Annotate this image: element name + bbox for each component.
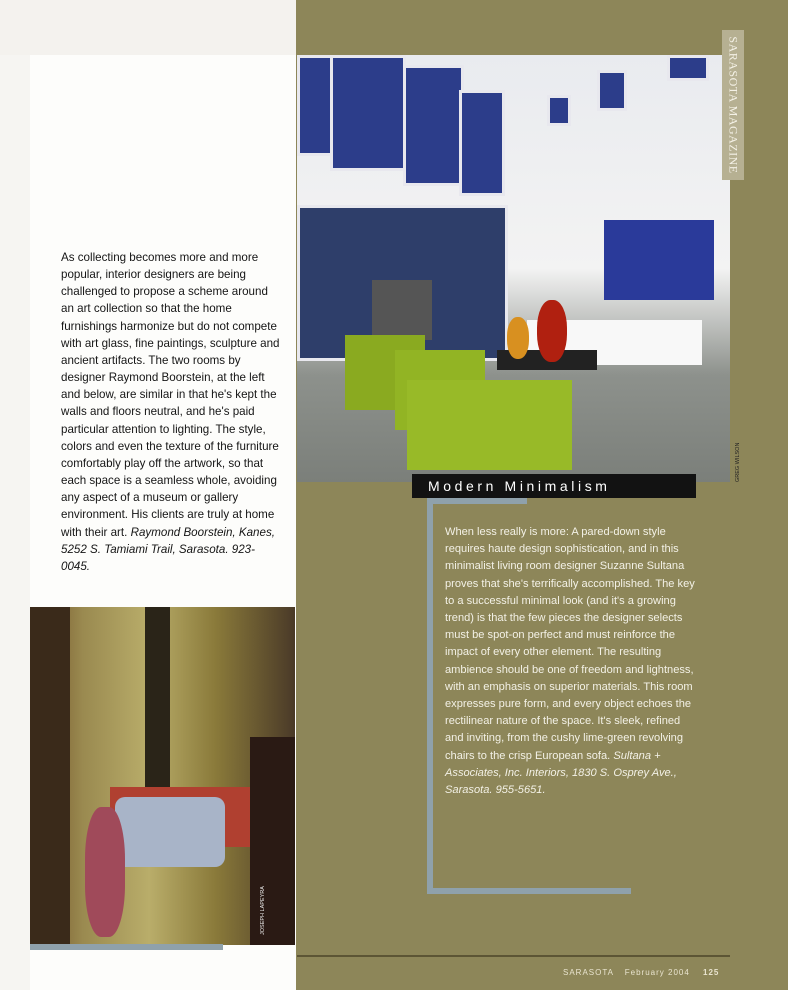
masthead-tab: SARASOTA MAGAZINE	[722, 30, 744, 180]
clerestory-window	[547, 95, 571, 126]
column	[145, 607, 170, 807]
red-vase	[537, 300, 567, 362]
doorway	[30, 607, 70, 945]
window-pane	[459, 90, 505, 196]
page-gutter	[0, 55, 30, 990]
armchair	[115, 797, 225, 867]
section-title-bar	[412, 474, 696, 498]
page-footer	[563, 968, 719, 977]
left-article-contact: Raymond Boorstein, Kanes, 5252 S. Tamiami Trail, Sarasota. 923-0045.	[61, 525, 275, 573]
frame-rule	[427, 498, 527, 504]
clerestory-window	[597, 70, 627, 111]
photo-credit: GREG WILSON	[735, 442, 741, 482]
photo-credit: JOSEPH LAPEYRA	[260, 886, 266, 935]
art-room-photo	[30, 607, 295, 945]
left-article-text	[61, 249, 281, 575]
frame-rule	[427, 498, 433, 894]
footer-issue: February 2004	[624, 968, 690, 977]
glass-sculpture	[85, 807, 125, 937]
fireplace	[372, 280, 432, 340]
window-pane	[297, 55, 333, 156]
window-pane	[330, 55, 406, 171]
window-pane	[403, 65, 464, 186]
frame-rule	[427, 888, 631, 894]
bottom-rule	[297, 955, 730, 957]
left-article-body: As collecting becomes more and more popular, interior designers are being challenged to propose a scheme around an art collection so that the home furnishings harmonize but do not compete with art glass, fine paintings, sculpture and ancient artifacts. The two rooms by designer Raymond Boorstein, at the left and below, are similar in that he's kept the walls and floors neutral, and he's paid particular attention to lighting. The style, colors and even the texture of the furniture comfortably play off the artwork, so that each space is a seamless whole, avoiding any aspect of a museum or gallery environment. His clients are truly at home with their art.	[61, 251, 280, 539]
frame-rule	[30, 944, 223, 950]
right-article-body: When less really is more: A pared-down style requires haute design sophistication, and in this minimalist living room designer Suzanne Sultana proves that she's terrifically accomplished. The key to a successful minimal look (and it's a growing trend) is that the few pieces the designer selects must be spot-on perfect and must reinforce the impact of every other element. The resulting ambience should be one of freedom and lightness, with an emphasis on superior materials. This room expresses pure form, and every object echoes the rectilinear nature of the space. It's sleek, refined and inviting, from the cushy lime-green revolving chairs to the crisp European sofa.	[445, 526, 695, 762]
right-article-text	[445, 524, 695, 799]
painting	[604, 220, 714, 300]
right-article-contact: Sultana + Associates, Inc. Interiors, 1830 S. Osprey Ave., Sarasota. 955-5651.	[445, 749, 677, 797]
living-room-photo	[297, 55, 730, 482]
page-top-margin	[0, 0, 296, 55]
clerestory-window	[667, 55, 709, 81]
section-title: Modern Minimalism	[428, 478, 611, 494]
footer-magazine: SARASOTA	[563, 968, 614, 977]
green-chair	[407, 380, 572, 470]
orange-vase	[507, 317, 529, 359]
leather-chair	[250, 737, 295, 945]
page-number: 125	[703, 968, 720, 977]
